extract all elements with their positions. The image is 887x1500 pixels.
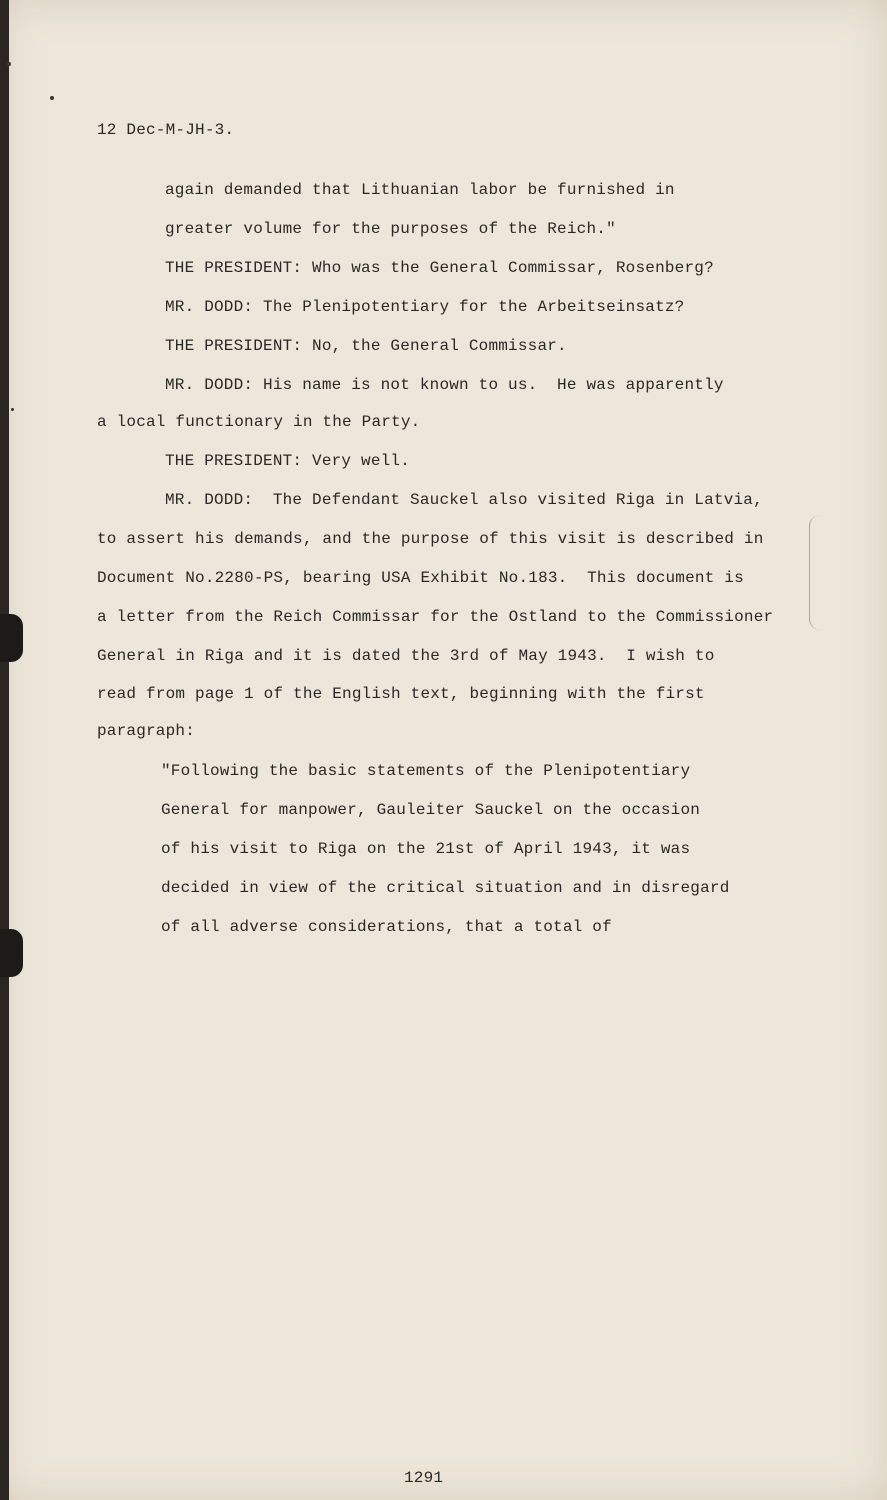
text-line: THE PRESIDENT: No, the General Commissar. [165, 337, 567, 355]
text-line: MR. DODD: His name is not known to us. He was apparently [165, 376, 724, 394]
quoted-text-line: of all adverse considerations, that a total of [161, 918, 612, 936]
ink-speck [7, 62, 11, 66]
quoted-text-line: decided in view of the critical situation and in disregard [161, 879, 730, 897]
text-line: a local functionary in the Party. [97, 413, 421, 431]
page-header: 12 Dec-M-JH-3. [97, 121, 235, 139]
text-line: greater volume for the purposes of the Reich." [165, 220, 616, 238]
text-line: paragraph: [97, 722, 196, 740]
text-line: THE PRESIDENT: Very well. [165, 452, 411, 470]
text-line: read from page 1 of the English text, beginning with the first [97, 685, 705, 703]
page-left-edge [0, 0, 9, 1500]
ink-speck [50, 96, 54, 100]
text-line: General in Riga and it is dated the 3rd of May 1943. I wish to [97, 647, 715, 665]
paper-crease [809, 515, 820, 630]
page-number: 1291 [404, 1469, 444, 1487]
text-line: MR. DODD: The Defendant Sauckel also visited Riga in Latvia, [165, 491, 763, 509]
text-line: MR. DODD: The Plenipotentiary for the Arbeitseinsatz? [165, 298, 685, 316]
text-line: to assert his demands, and the purpose of this visit is described in [97, 530, 764, 548]
binder-hole-lower [0, 929, 23, 977]
quoted-text-line: "Following the basic statements of the Plenipotentiary [161, 762, 691, 780]
binder-hole-upper [0, 614, 23, 662]
quoted-text-line: of his visit to Riga on the 21st of April 1943, it was [161, 840, 691, 858]
text-line: again demanded that Lithuanian labor be furnished in [165, 181, 675, 199]
text-line: Document No.2280-PS, bearing USA Exhibit No.183. This document is [97, 569, 744, 587]
ink-speck [11, 408, 14, 411]
text-line: THE PRESIDENT: Who was the General Commissar, Rosenberg? [165, 259, 714, 277]
text-line: a letter from the Reich Commissar for the Ostland to the Commissioner [97, 608, 774, 626]
quoted-text-line: General for manpower, Gauleiter Sauckel on the occasion [161, 801, 701, 819]
